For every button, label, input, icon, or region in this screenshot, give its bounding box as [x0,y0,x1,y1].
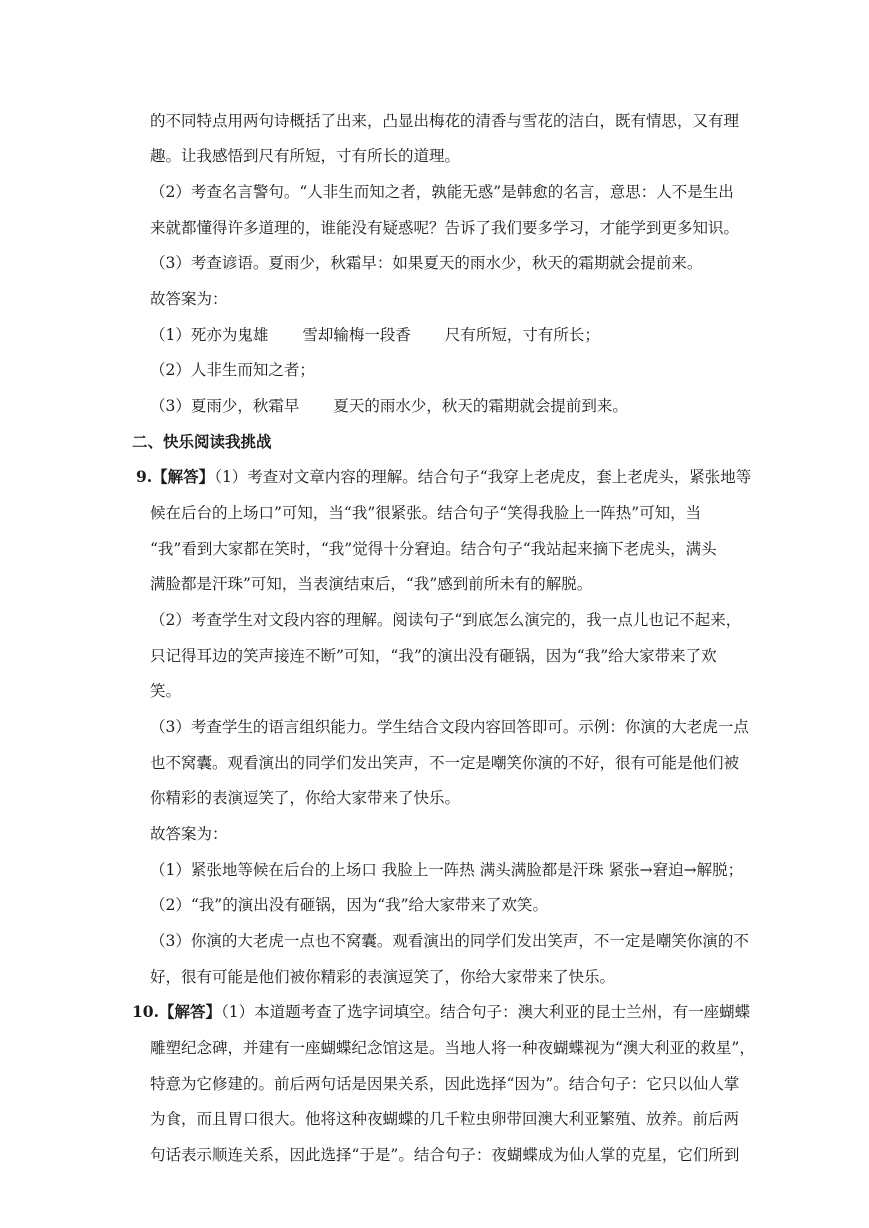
paragraph-line: （3）考查学生的语言组织能力。学生结合文段内容回答即可。示例：你演的大老虎一点 [150,718,749,736]
section-heading: 二、快乐阅读我挑战 [132,432,272,451]
answer-part: （3）夏雨少，秋霜早 [150,397,300,415]
question-number: 10.【解答】 [132,1002,221,1021]
paragraph-line: 好，很有可能是他们被你精彩的表演逗笑了，你给大家带来了快乐。 [150,968,616,986]
answer-part: 尺有所短，寸有所长； [444,326,600,344]
paragraph-line: 你精彩的表演逗笑了，你给大家带来了快乐。 [150,789,461,807]
paragraph-line: 趣。让我感悟到尺有所短，寸有所长的道理。 [150,147,461,165]
answer-line-2: （2）“我”的演出没有砸锅，因为“我”给大家带来了欢笑。 [150,896,549,914]
answer-line-2: （2）人非生而知之者； [150,361,315,379]
paragraph-line: 的不同特点用两句诗概括了出来，凸显出梅花的清香与雪花的洁白，既有情思，又有理 [150,112,740,130]
answer-label: 故答案为： [150,825,228,843]
paragraph-line: 也不窝囊。观看演出的同学们发出笑声，不一定是嘲笑你演的不好，很有可能是他们被 [150,754,740,772]
answer-line-3: （3）你演的大老虎一点也不窝囊。观看演出的同学们发出笑声，不一定是嘲笑你演的不 [150,932,749,950]
paragraph-line: 笑。 [150,682,182,700]
paragraph-line: 句话表示顺连关系，因此选择“于是”。结合句子：夜蝴蝶成为仙人掌的克星，它们所到 [150,1146,740,1164]
question-text: （1）考查对文章内容的理解。结合句子“我穿上老虎皮，套上老虎头，紧张地等 [214,468,752,486]
paragraph-line: 满脸都是汗珠”可知，当表演结束后，“我”感到前所未有的解脱。 [150,575,593,593]
answer-label: 故答案为： [150,290,228,308]
paragraph-line: （2）考查学生对文段内容的理解。阅读句子“到底怎么演完的，我一点儿也记不起来， [150,611,742,629]
paragraph-line: 雕塑纪念碑，并建有一座蝴蝶纪念馆这是。当地人将一种夜蝴蝶视为“澳大利亚的救星”， [150,1039,755,1057]
paragraph-line: 特意为它修建的。前后两句话是因果关系，因此选择“因为”。结合句子：它只以仙人掌 [150,1075,740,1093]
answer-line-3 [150,396,628,416]
question-9-line [136,467,751,487]
paragraph-line: 为食，而且胃口很大。他将这种夜蝴蝶的几千粒虫卵带回澳大利亚繁殖、放养。前后两 [150,1110,740,1128]
answer-part: （1）死亦为鬼雄 [150,326,269,344]
question-number: 9.【解答】 [136,467,215,486]
question-10-line [132,1002,750,1022]
paragraph-line: 候在后台的上场口”可知，当“我”很紧张。结合句子“笑得我脸上一阵热”可知，当 [150,504,702,522]
answer-part: 夏天的雨水少，秋天的霜期就会提前到来。 [333,397,628,415]
answer-line-1 [150,325,600,345]
paragraph-line: 来就都懂得许多道理的，谁能没有疑惑呢？告诉了我们要多学习，才能学到更多知识。 [150,219,740,237]
paragraph-line: “我”看到大家都在笑时，“我”觉得十分窘迫。结合句子“我站起来摘下老虎头，满头 [150,540,717,558]
answer-part: 雪却输梅一段香 [302,326,411,344]
paragraph-line: （3）考查谚语。夏雨少，秋霜早：如果夏天的雨水少，秋天的霜期就会提前来。 [150,254,703,272]
paragraph-line: 只记得耳边的笑声接连不断”可知，“我”的演出没有砸锅，因为“我”给大家带来了欢 [150,647,717,665]
answer-line-1: （1）紧张地等候在后台的上场口 我脸上一阵热 满头满脸都是汗珠 紧张→窘迫→解脱； [150,861,744,879]
question-text: （1）本道题考查了选字词填空。结合句子：澳大利亚的昆士兰州，有一座蝴蝶 [220,1003,751,1021]
paragraph-line: （2）考查名言警句。“人非生而知之者，孰能无惑”是韩愈的名言，意思：人不是生出 [150,183,734,201]
